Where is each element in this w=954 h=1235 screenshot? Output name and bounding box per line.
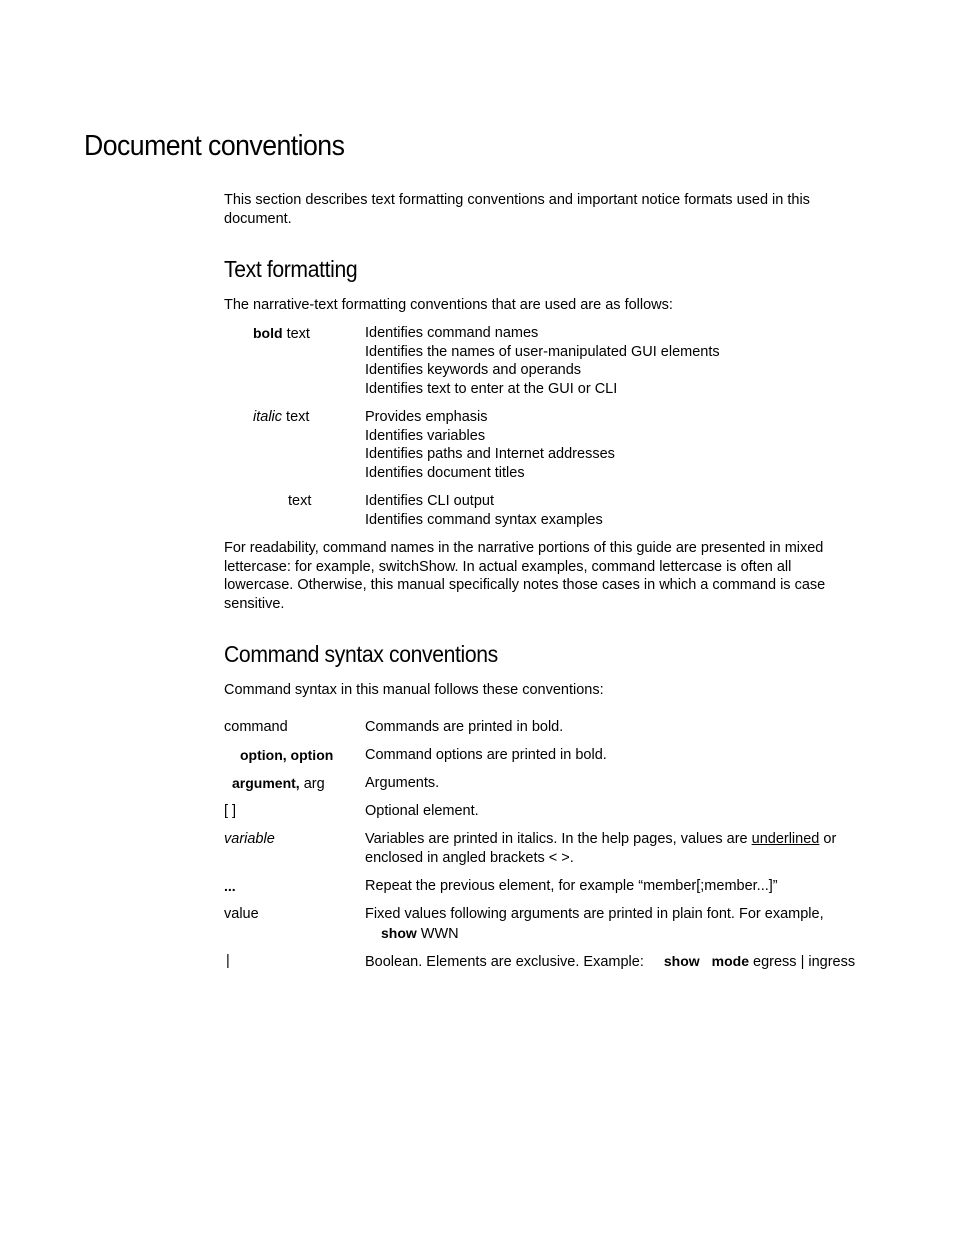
value-example-rest: WWN bbox=[416, 925, 459, 942]
syntax-desc-pipe bbox=[365, 952, 925, 972]
description-line: Identifies text to enter at the GUI or CLI bbox=[365, 381, 618, 398]
argument-rest: arg bbox=[299, 776, 325, 792]
term-bold-text bbox=[253, 324, 310, 344]
plain-text-description bbox=[365, 492, 865, 529]
variable-desc-line2: enclosed in angled brackets < >. bbox=[365, 849, 574, 866]
pipe-example-show: show bbox=[663, 953, 700, 969]
pipe-example-rest: egress | ingress bbox=[749, 954, 856, 970]
term-plain-text: text bbox=[288, 493, 312, 509]
intro-paragraph: This section describes text formatting conventions and important notice formats used in this document. bbox=[224, 192, 810, 227]
syntax-desc-variable bbox=[365, 830, 865, 867]
command-syntax-heading: Command syntax conventions bbox=[224, 641, 498, 667]
term-italic-word: italic bbox=[253, 409, 283, 425]
variable-desc-a: Variables are printed in italics. In the help pages, values are bbox=[365, 831, 752, 847]
syntax-term-brackets: [ ] bbox=[224, 803, 237, 819]
argument-bold: argument, bbox=[232, 775, 300, 791]
pipe-desc-text: Boolean. Elements are exclusive. Example: bbox=[365, 954, 644, 970]
description-line: Identifies document titles bbox=[365, 465, 525, 482]
variable-desc-b: or bbox=[819, 831, 837, 847]
variable-desc-line1 bbox=[365, 830, 865, 849]
bold-text-description bbox=[365, 324, 865, 399]
description-line: Identifies variables bbox=[365, 427, 486, 444]
description-line: Identifies command names bbox=[365, 325, 539, 341]
option-bold: option, option bbox=[240, 747, 334, 763]
syntax-term-option bbox=[240, 746, 333, 766]
command-syntax-lead: Command syntax in this manual follows these conventions: bbox=[224, 682, 604, 698]
syntax-term-value: value bbox=[224, 906, 259, 922]
text-formatting-heading: Text formatting bbox=[224, 256, 358, 282]
value-example bbox=[365, 924, 865, 944]
term-bold-word: bold bbox=[253, 325, 283, 341]
syntax-term-argument bbox=[232, 774, 325, 794]
description-line: Identifies CLI output bbox=[365, 493, 494, 509]
syntax-desc-option: Command options are printed in bold. bbox=[365, 747, 607, 763]
syntax-desc-command: Commands are printed in bold. bbox=[365, 719, 564, 735]
page-title: Document conventions bbox=[84, 130, 345, 162]
value-example-show: show bbox=[381, 924, 417, 941]
description-line: Identifies command syntax examples bbox=[365, 511, 603, 528]
underlined-word: underlined bbox=[751, 831, 820, 847]
ellipsis-bold: ... bbox=[224, 878, 236, 894]
pipe-desc-line bbox=[365, 952, 925, 972]
description-line: Identifies keywords and operands bbox=[365, 362, 582, 379]
syntax-desc-brackets: Optional element. bbox=[365, 803, 479, 819]
syntax-desc-argument: Arguments. bbox=[365, 775, 440, 791]
syntax-term-variable bbox=[224, 830, 275, 849]
description-line: Identifies the names of user-manipulated GUI elements bbox=[365, 343, 720, 360]
term-italic-text bbox=[253, 408, 309, 427]
description-line: Provides emphasis bbox=[365, 409, 488, 425]
value-desc-line1: Fixed values following arguments are printed in plain font. For example, bbox=[365, 906, 824, 922]
term-bold-rest: text bbox=[282, 326, 310, 342]
syntax-term-ellipsis bbox=[224, 877, 236, 897]
pipe-example-mode: mode bbox=[711, 953, 749, 969]
term-italic-rest: text bbox=[282, 409, 310, 425]
readability-note: For readability, command names in the narrative portions of this guide are presented in mixed lettercase: for example, switchShow. In actual examples, command lettercase is often all lowercase. Otherwise, this manual specifically notes those cases in which a command is case sensitive. bbox=[224, 540, 826, 613]
syntax-desc-ellipsis: Repeat the previous element, for example “member[;member...]” bbox=[365, 878, 778, 894]
description-line: Identifies paths and Internet addresses bbox=[365, 446, 615, 463]
syntax-term-pipe: | bbox=[226, 953, 230, 969]
variable-italic: variable bbox=[224, 831, 275, 847]
syntax-term-command: command bbox=[224, 719, 288, 735]
text-formatting-lead: The narrative-text formatting conventions that are used are as follows: bbox=[224, 297, 673, 313]
syntax-desc-value bbox=[365, 905, 865, 943]
italic-text-description bbox=[365, 408, 865, 483]
